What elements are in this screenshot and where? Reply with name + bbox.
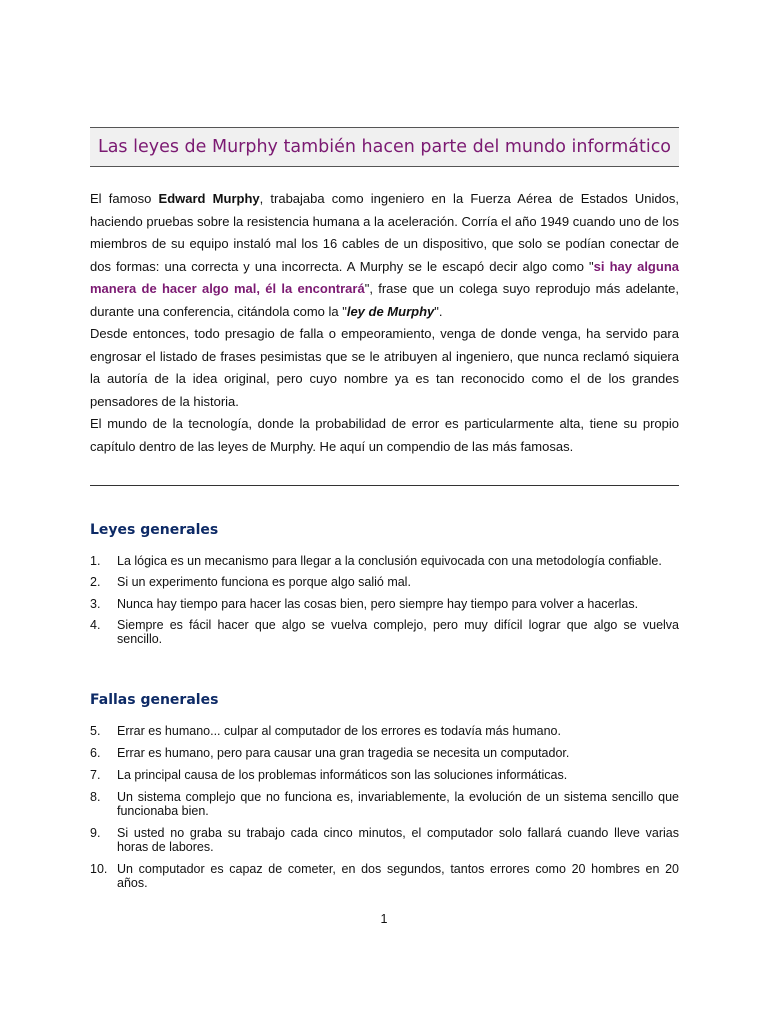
title-box xyxy=(90,127,679,167)
item-number: 4. xyxy=(90,618,101,632)
list-item xyxy=(90,575,679,589)
item-text: La principal causa de los problemas informáticos son las soluciones informáticas. xyxy=(117,768,568,782)
item-text: Un computador es capaz de cometer, en dos segundos, tantos errores como 20 hombres en 20 años. xyxy=(117,862,679,890)
item-number: 10. xyxy=(90,862,108,876)
list-item xyxy=(90,746,679,760)
item-text: Nunca hay tiempo para hacer las cosas bien, pero siempre hay tiempo para volver a hacerlas. xyxy=(117,597,639,611)
list-item xyxy=(90,597,679,611)
text-run: ", frase que un colega suyo reprodujo más adelante, durante una conferencia, citándola como la " xyxy=(90,281,679,319)
list-item xyxy=(90,554,679,568)
item-text: Errar es humano... culpar al computador de los errores es todavía más humano. xyxy=(117,724,561,738)
intro-text xyxy=(90,188,679,458)
list-item xyxy=(90,768,679,782)
list-item xyxy=(90,862,679,890)
item-text: Si usted no graba su trabajo cada cinco minutos, el computador solo fallará cuando lleve varias horas de labores. xyxy=(117,826,679,854)
page-number: 1 xyxy=(380,912,388,926)
item-text: La lógica es un mecanismo para llegar a la conclusión equivocada con una metodología confiable. xyxy=(117,554,662,568)
intro-paragraph-3: El mundo de la tecnología, donde la probabilidad de error es particularmente alta, tiene su propio capítulo dentro de las leyes de Murphy. He aquí un compendio de las más famosas. xyxy=(90,416,679,454)
law-name: ley de Murphy xyxy=(346,303,435,319)
murphy-quote: si hay alguna manera de hacer algo mal, él la encontrará xyxy=(90,258,679,296)
list-item xyxy=(90,790,679,818)
item-number: 2. xyxy=(90,575,101,589)
list-item xyxy=(90,618,679,646)
text-run: , trabajaba como ingeniero en la Fuerza Aérea de Estados Unidos, haciendo pruebas sobre la resistencia humana a la aceleración. Corría el año 1949 cuando uno de los miembros de su equipo instaló mal los 16 cables de un dispositivo, que solo se podían conectar de dos formas: una correcta y una incorrecta. A Murphy se le escapó decir algo como " xyxy=(90,191,679,274)
list-item xyxy=(90,826,679,854)
item-text: Un sistema complejo que no funciona es, invariablemente, la evolución de un sistema sencillo que funcionaba bien. xyxy=(117,790,679,818)
item-number: 7. xyxy=(90,768,101,782)
item-number: 1. xyxy=(90,554,101,568)
intro-paragraph-2: Desde entonces, todo presagio de falla o empeoramiento, venga de donde venga, ha servido para engrosar el listado de frases pesimistas que se le atribuyen al ingeniero, que nunca reclamó siquiera la autoría de la idea original, pero cuyo nombre ya es tan reconocido como el de los grandes pensadores de la historia. xyxy=(90,326,679,409)
divider-line xyxy=(90,485,679,486)
list-leyes-generales xyxy=(90,554,679,646)
text-run: El famoso xyxy=(90,191,159,206)
section-heading-fallas-generales: Fallas generales xyxy=(90,692,219,708)
list-item xyxy=(90,724,679,738)
intro-paragraph-1 xyxy=(90,188,679,323)
item-number: 6. xyxy=(90,746,101,760)
author-name: Edward Murphy xyxy=(158,191,260,206)
section-heading-leyes-generales: Leyes generales xyxy=(90,522,219,538)
document-title: Las leyes de Murphy también hacen parte del mundo informático xyxy=(97,137,672,157)
item-text: Errar es humano, pero para causar una gran tragedia se necesita un computador. xyxy=(117,746,570,760)
item-number: 9. xyxy=(90,826,101,840)
item-number: 3. xyxy=(90,597,101,611)
item-number: 8. xyxy=(90,790,101,804)
item-text: Siempre es fácil hacer que algo se vuelva complejo, pero muy difícil lograr que algo se vuelva sencillo. xyxy=(117,618,679,646)
item-text: Si un experimento funciona es porque algo salió mal. xyxy=(117,575,411,589)
text-run: ". xyxy=(434,303,443,319)
list-fallas-generales xyxy=(90,724,679,890)
item-number: 5. xyxy=(90,724,101,738)
